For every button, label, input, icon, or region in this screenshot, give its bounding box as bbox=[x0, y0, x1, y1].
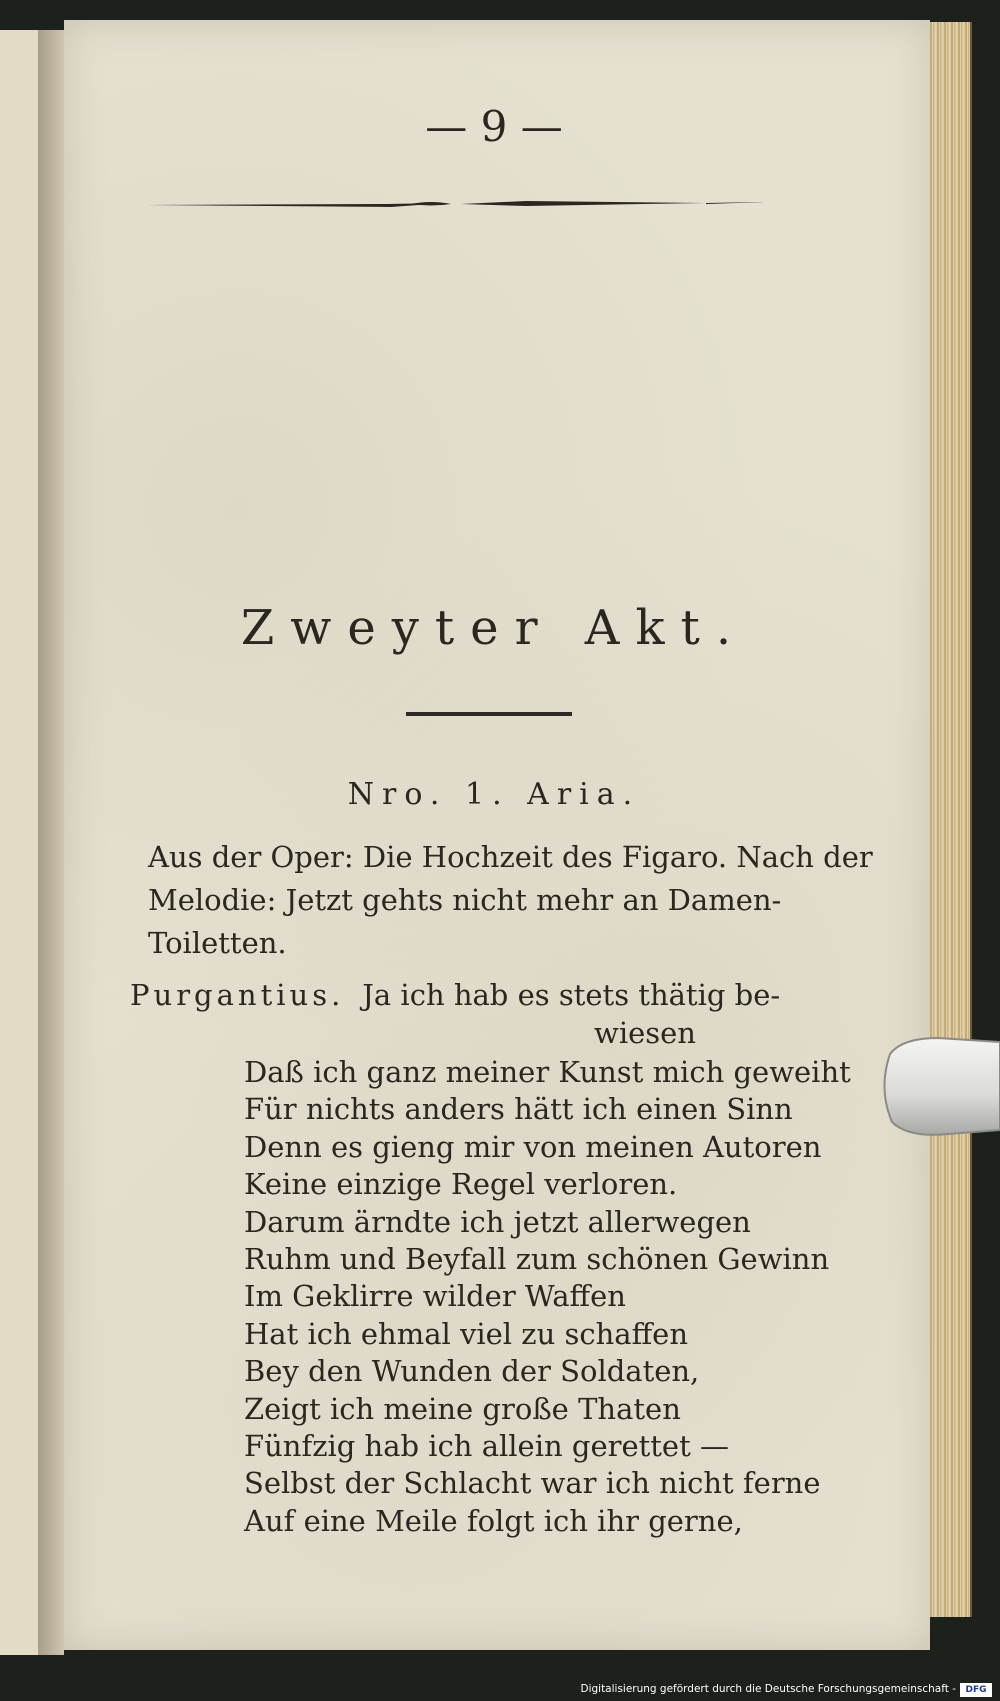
decorative-rule bbox=[146, 198, 766, 212]
verse-line: Hat ich ehmal viel zu schaffen bbox=[244, 1316, 689, 1351]
source-note-line: Melodie: Jetzt gehts nicht mehr an Damen- bbox=[148, 883, 782, 917]
verse-line: Darum ärndte ich jetzt allerwegen bbox=[244, 1204, 751, 1239]
book-page bbox=[64, 20, 930, 1650]
verse-line: Für nichts anders hätt ich einen Sinn bbox=[244, 1092, 793, 1127]
verse-block bbox=[244, 1054, 904, 1540]
book-gutter bbox=[38, 30, 64, 1655]
digitization-credit: Digitalisierung gefördert durch die Deutsche Forschungsgemeinschaft - bbox=[580, 1683, 956, 1695]
verse-line: Selbst der Schlacht war ich nicht ferne bbox=[244, 1466, 821, 1501]
left-page-edge bbox=[0, 30, 38, 1655]
act-title: Zweyter Akt. bbox=[240, 600, 748, 656]
verse-line: Auf eine Meile folgt ich ihr gerne, bbox=[244, 1503, 743, 1538]
verse-line: Bey den Wunden der Soldaten, bbox=[244, 1354, 700, 1389]
source-note-line: Aus der Oper: Die Hochzeit des Figaro. Nach der bbox=[148, 840, 873, 874]
verse-line: Ruhm und Beyfall zum schönen Gewinn bbox=[244, 1242, 830, 1277]
source-note bbox=[148, 836, 908, 965]
speaker-text: Ja ich hab es stets thätig be- bbox=[362, 978, 781, 1012]
speaker-line bbox=[130, 978, 920, 1012]
verse-line: Keine einzige Regel verloren. bbox=[244, 1167, 678, 1202]
page-number: — 9 — bbox=[425, 102, 563, 151]
page-edges bbox=[926, 22, 972, 1617]
verse-line: Im Geklirre wilder Waffen bbox=[244, 1279, 626, 1314]
verse-line: Fünfzig hab ich allein gerettet — bbox=[244, 1429, 729, 1464]
title-underline bbox=[406, 712, 572, 716]
dfg-logo: DFG bbox=[960, 1683, 992, 1697]
source-note-line: Toiletten. bbox=[148, 926, 287, 960]
hyphen-continuation: wiesen bbox=[594, 1016, 696, 1050]
verse-line: Daß ich ganz meiner Kunst mich geweiht bbox=[244, 1055, 851, 1089]
speaker-name: Purgantius. bbox=[130, 978, 345, 1012]
verse-line: Zeigt ich meine große Thaten bbox=[244, 1391, 681, 1426]
finger-holding-page bbox=[878, 1034, 1000, 1144]
verse-line: Denn es gieng mir von meinen Autoren bbox=[244, 1129, 822, 1164]
aria-heading: Nro. 1. Aria. bbox=[347, 777, 641, 812]
